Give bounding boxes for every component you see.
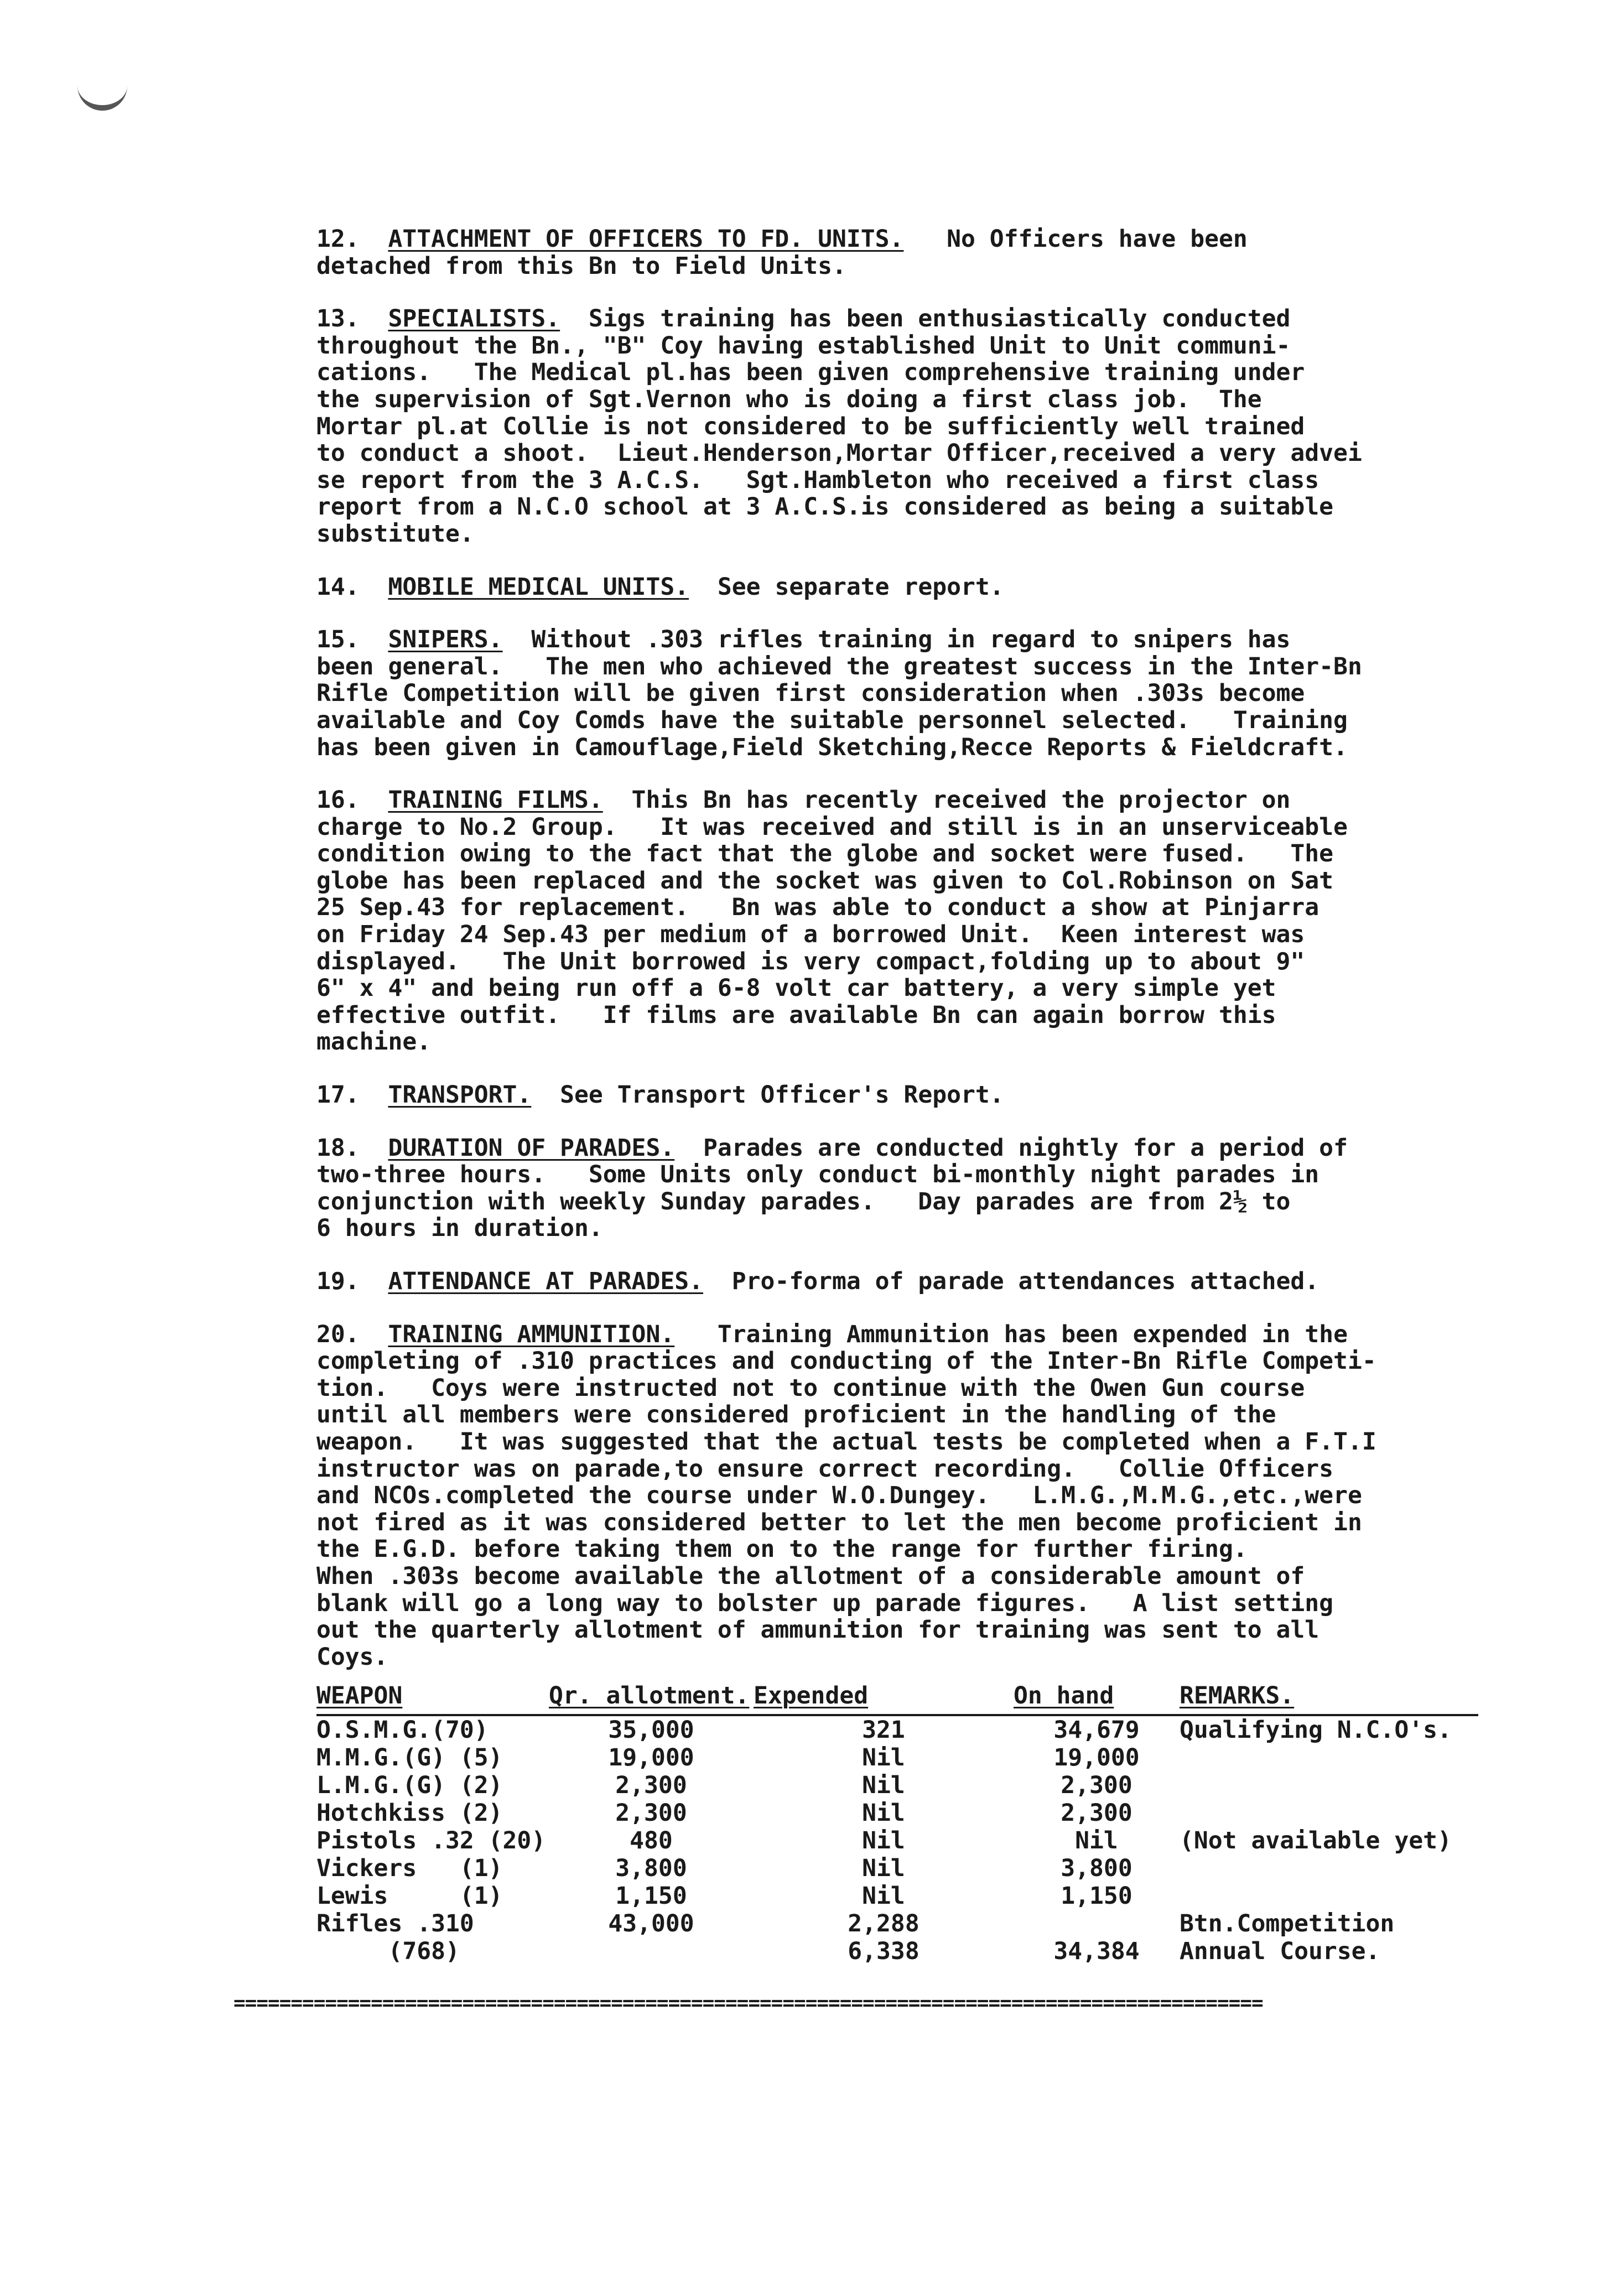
cell-on-hand: [1014, 1910, 1180, 1937]
page-mark: [77, 77, 127, 111]
cell-expended: Nil: [862, 1799, 905, 1827]
cell-remarks: Qualifying N.C.O's.: [1180, 1716, 1452, 1744]
table-row: [316, 1910, 1478, 1937]
header-weapon: WEAPON: [316, 1682, 549, 1715]
cell-allotment: 35,000: [608, 1716, 694, 1744]
cell-allotment: 2,300: [615, 1799, 687, 1827]
para-num: 18.: [316, 1134, 360, 1162]
table-row: [316, 1799, 1478, 1827]
para-heading: TRAINING AMMUNITION.: [388, 1320, 675, 1348]
para-body: See Transport Officer's Report.: [531, 1081, 1004, 1109]
cell-weapon: Lewis (1): [316, 1882, 503, 1910]
table-row: [316, 1715, 1478, 1744]
cell-allotment: [549, 1937, 754, 1965]
cell-expended: Nil: [862, 1855, 905, 1882]
header-expended: Expended: [754, 1682, 1014, 1715]
cell-remarks: (Not available yet): [1180, 1827, 1452, 1855]
footer-rule: ==========================================================================================: [233, 1992, 1263, 2014]
cell-on-hand: 3,800: [1061, 1855, 1133, 1882]
table-header-row: [316, 1682, 1478, 1715]
cell-expended: 321: [862, 1716, 905, 1744]
paragraph-17: [316, 1082, 1473, 1109]
para-body: Without .303 rifles training in regard to snipers has been general. The men who achieved the greatest success in the Inter-Bn Rifle Competition will be given first consideration when .303s become available and Coy Comds have the suitable personnel selected. Training has been given in Camouflage,Field Sketching,Recce Reports & Fieldcraft.: [316, 626, 1362, 761]
cell-expended: Nil: [862, 1772, 905, 1799]
table-row: [316, 1744, 1478, 1772]
paragraph-19: [316, 1268, 1473, 1295]
table-row: [316, 1827, 1478, 1855]
cell-weapon: Hotchkiss (2): [316, 1799, 503, 1827]
para-body: Parades are conducted nightly for a period of two-three hours. Some Units only conduct bi-monthly night parades in conjunction with weekly Sunday parades. Day parades are from 2½ to 6 hours in duration.: [316, 1134, 1348, 1243]
para-heading: MOBILE MEDICAL UNITS.: [388, 573, 689, 601]
cell-remarks: [1180, 1882, 1478, 1910]
para-heading: SNIPERS.: [388, 626, 503, 654]
cell-on-hand: 34,679: [1053, 1716, 1140, 1744]
cell-remarks: Annual Course.: [1180, 1937, 1380, 1965]
paragraph-16: [316, 787, 1473, 1056]
cell-remarks: [1180, 1855, 1478, 1882]
cell-on-hand: Nil: [1075, 1827, 1118, 1855]
paragraph-20: [316, 1321, 1473, 1671]
document-body: [316, 226, 1473, 1696]
cell-expended: Nil: [862, 1827, 905, 1855]
para-num: 14.: [316, 573, 360, 601]
cell-weapon: Rifles .310: [316, 1910, 474, 1937]
para-body: This Bn has recently received the projector on charge to No.2 Group. It was received and still is in an unserviceable condition owing to the fact that the globe and socket were fused. The globe has been replaced and the socket was given to Col.Robinson on Sat 25 Sep.43 for replacement. Bn was able to conduct a show at Pinjarra on Friday 24 Sep.43 per medium of a borrowed Unit. Keen interest was displayed. The Unit borrowed is very compact,folding up to about 9" 6" x 4" and being run off a 6-8 volt car battery, a very simple yet effective outfit. If films are available Bn can again borrow this machine.: [316, 786, 1348, 1056]
cell-remarks: [1180, 1799, 1478, 1827]
para-heading: ATTENDANCE AT PARADES.: [388, 1268, 703, 1295]
paragraph-13: [316, 305, 1473, 547]
header-allotment: Qr. allotment.: [549, 1682, 754, 1715]
cell-remarks: [1180, 1772, 1478, 1799]
cell-weapon: O.S.M.G.(70): [316, 1716, 489, 1744]
cell-remarks: Btn.Competition: [1180, 1910, 1395, 1937]
paragraph-18: [316, 1135, 1473, 1242]
table-row: [316, 1937, 1478, 1965]
cell-weapon: Pistols .32 (20): [316, 1827, 546, 1855]
cell-weapon: (768): [316, 1937, 460, 1965]
cell-weapon: L.M.G.(G) (2): [316, 1772, 503, 1799]
para-num: 15.: [316, 626, 360, 654]
para-heading: ATTACHMENT OF OFFICERS TO FD. UNITS.: [388, 225, 904, 253]
para-heading: DURATION OF PARADES.: [388, 1134, 675, 1162]
cell-expended: Nil: [862, 1744, 905, 1772]
cell-allotment: 1,150: [615, 1882, 687, 1910]
para-num: 17.: [316, 1081, 360, 1109]
para-body: Sigs training has been enthusiastically conducted throughout the Bn., "B" Coy having established Unit to Unit communi- cations. The Medical pl.has been given comprehensive training under the supervision of Sgt.Vernon who is doing a first class job. The Mortar pl.at Collie is not considered to be sufficiently well trained to conduct a shoot. Lieut.Henderson,Mortar Officer,received a very advei se report from the 3 A.C.S. Sgt.Hambleton who received a first class report from a N.C.O school at 3 A.C.S.is considered as being a suitable substitute.: [316, 305, 1362, 548]
cell-on-hand: 1,150: [1061, 1882, 1133, 1910]
cell-expended: 6,338: [848, 1937, 920, 1965]
paragraph-12: [316, 226, 1473, 279]
para-body: Pro-forma of parade attendances attached.: [703, 1268, 1320, 1295]
table-row: [316, 1772, 1478, 1799]
cell-expended: 2,288: [848, 1910, 920, 1937]
cell-on-hand: 2,300: [1061, 1799, 1133, 1827]
table-row: [316, 1855, 1478, 1882]
para-heading: TRANSPORT.: [388, 1081, 532, 1109]
paragraph-15: [316, 626, 1473, 761]
ammunition-table-wrap: [316, 1682, 1478, 1965]
para-body: No Officers have been detached from this Bn to Field Units.: [316, 225, 1248, 280]
cell-weapon: Vickers (1): [316, 1855, 503, 1882]
cell-allotment: 480: [630, 1827, 673, 1855]
para-heading: SPECIALISTS.: [388, 305, 560, 333]
para-body: Training Ammunition has been expended in the completing of .310 practices and conducting of the Inter-Bn Rifle Competi- tion. Coys were instructed not to continue with the Owen Gun course until all members were considered proficient in the handling of the weapon. It was suggested that the actual tests be completed when a F.T.I instructor was on parade,to ensure correct recording. Collie Officers and NCOs.completed the course under W.O.Dungey. L.M.G.,M.M.G.,etc.,were not fired as it was considered better to let the men become proficient in the E.G.D. before taking them on to the range for further firing. When .303s become available the allotment of a considerable amount of blank will go a long way to bolster up parade figures. A list setting out the quarterly allotment of ammunition for training was sent to all Coys.: [316, 1320, 1376, 1671]
paragraph-14: [316, 574, 1473, 601]
cell-allotment: 2,300: [615, 1772, 687, 1799]
cell-expended: Nil: [862, 1882, 905, 1910]
table-row: [316, 1882, 1478, 1910]
cell-allotment: 43,000: [608, 1910, 694, 1937]
cell-on-hand: 34,384: [1053, 1937, 1140, 1965]
cell-on-hand: 19,000: [1053, 1744, 1140, 1772]
para-num: 20.: [316, 1320, 360, 1348]
cell-on-hand: 2,300: [1061, 1772, 1133, 1799]
ammunition-table: [316, 1682, 1478, 1965]
cell-remarks: [1180, 1744, 1478, 1772]
para-num: 16.: [316, 786, 360, 814]
header-remarks: REMARKS.: [1180, 1682, 1478, 1715]
para-body: See separate report.: [689, 573, 1004, 601]
para-num: 13.: [316, 305, 360, 333]
cell-allotment: 3,800: [615, 1855, 687, 1882]
cell-weapon: M.M.G.(G) (5): [316, 1744, 503, 1772]
cell-allotment: 19,000: [608, 1744, 694, 1772]
para-heading: TRAINING FILMS.: [388, 786, 603, 814]
header-on-hand: On hand: [1014, 1682, 1180, 1715]
para-num: 19.: [316, 1268, 360, 1295]
para-num: 12.: [316, 225, 360, 253]
